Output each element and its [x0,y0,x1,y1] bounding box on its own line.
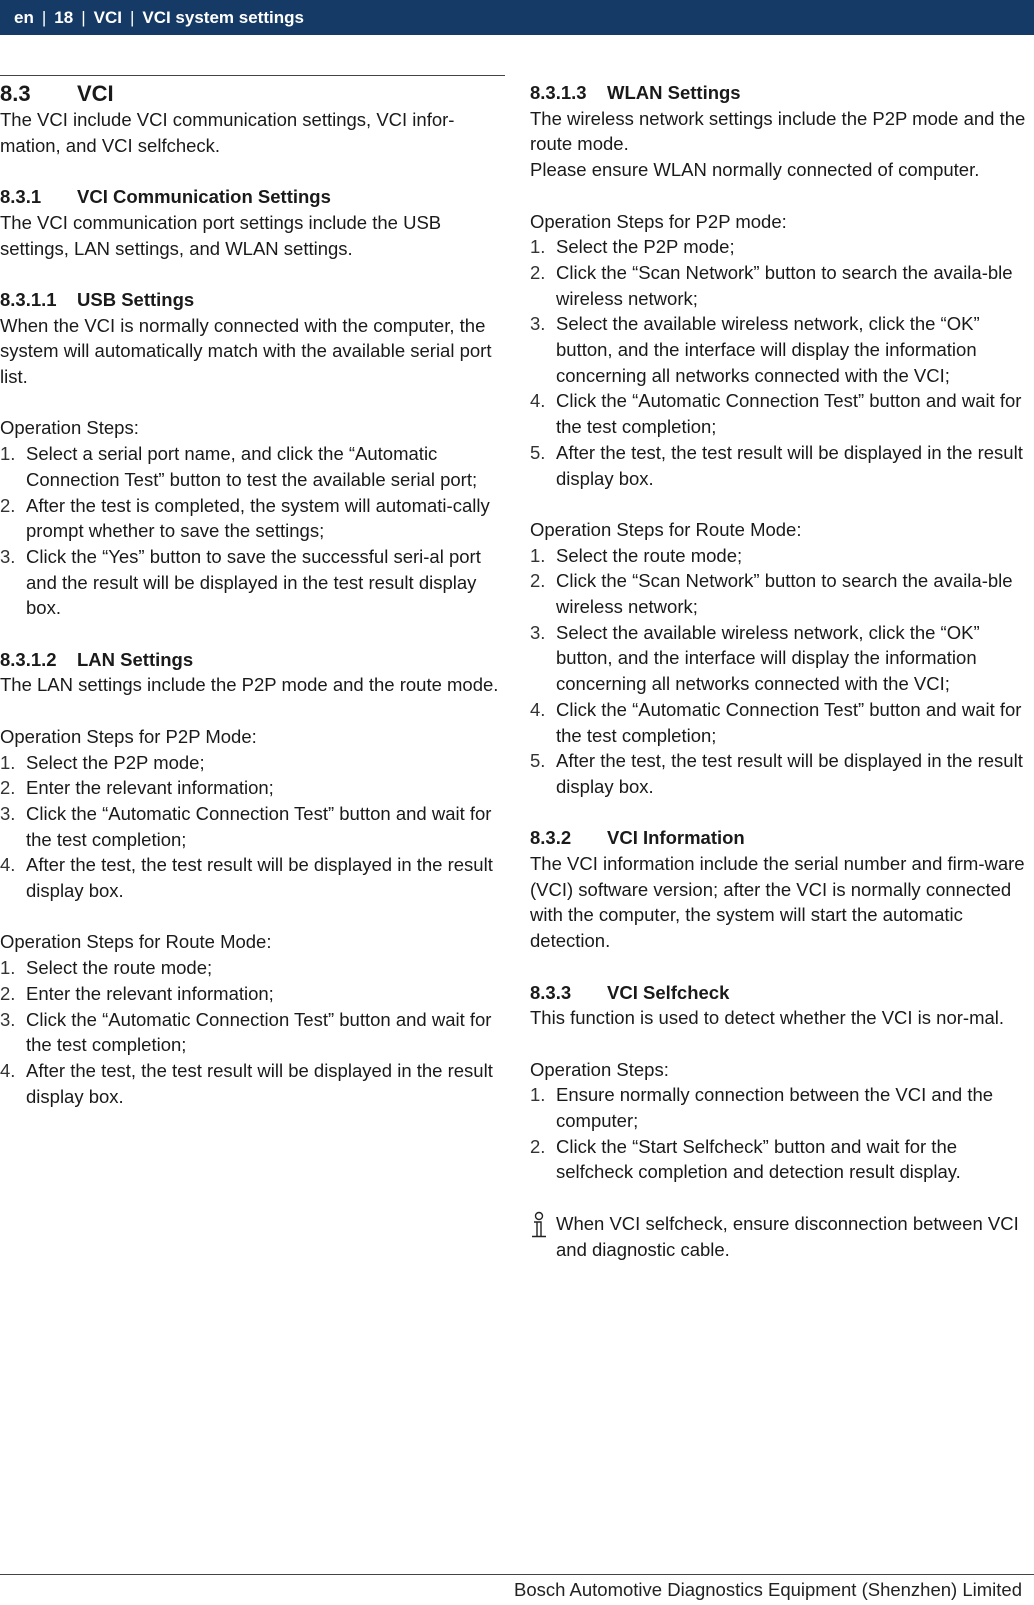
header-language: en [14,7,34,27]
section-text: The VCI information include the serial number and firm-ware (VCI) software version; after the VCI is normally connected with the computer, the system will start the automatic detection. [530,853,1025,952]
section-text: The LAN settings include the P2P mode and the route mode. [0,674,499,696]
note-text: When VCI selfcheck, ensure disconnection between VCI and diagnostic cable. [556,1212,1019,1260]
steps-label: Operation Steps: [530,1058,669,1080]
list-item: 1. Ensure normally connection between the VCI and the computer; [530,1084,994,1132]
section-text: When the VCI is normally connected with the computer, the system will automatically match with the available serial port list. [0,314,492,387]
info-icon [530,1211,556,1262]
selfcheck-steps-list [530,1082,1034,1185]
steps-label: Operation Steps: [0,417,139,439]
footer-divider [0,1574,1034,1575]
list-item: 4. After the test, the test result will be displayed in the result display box. [0,1059,493,1107]
section-heading-8-3-3: 8.3.3 VCI Selfcheck [530,981,730,1003]
steps-label: Operation Steps for Route Mode: [530,518,802,540]
right-column [530,80,1034,1262]
header-separator: | [129,7,135,27]
list-item: 2. Click the “Scan Network” button to search the availa-ble wireless network; [530,261,1013,309]
list-item: 2. Enter the relevant information; [0,777,274,799]
list-item: 3. Select the available wireless network, click the “OK” button, and the interface will display the information concerning all networks connected with the VCI; [530,621,980,695]
list-item: 5. After the test, the test result will be displayed in the result display box. [530,750,1023,797]
wlan-route-steps-list [530,543,1034,800]
header-chapter: VCI [93,7,122,27]
section-text: Please ensure WLAN normally connected of computer. [530,159,980,181]
list-item: 1. Select the route mode; [0,957,213,979]
section-heading-8-3-1-1: 8.3.1.1 USB Settings [0,288,195,310]
steps-label: Operation Steps for P2P Mode: [0,725,257,747]
list-item: 5. After the test, the test result will be displayed in the result display box. [530,441,1023,489]
list-item: 4. Click the “Automatic Connection Test” button and wait for the test completion; [530,390,1022,438]
left-column [0,75,505,1109]
page-header-bar [0,0,1034,35]
header-section: VCI system settings [142,7,304,27]
list-item: 3. Click the “Yes” button to save the successful seri-al port and the result will be displayed in the test result display box. [0,545,481,619]
info-note [530,1211,1034,1262]
header-separator: | [81,7,86,27]
list-item: 1. Select the route mode; [530,544,743,566]
section-heading-8-3-1-3: 8.3.1.3 WLAN Settings [530,82,741,103]
list-item: 4. Click the “Automatic Connection Test” button and wait for the test completion; [530,698,1022,746]
wlan-p2p-steps-list [530,234,1034,491]
lan-route-steps-list [0,955,505,1109]
list-item: 3. Select the available wireless network, click the “OK” button, and the interface will display the information concerning all networks connected with the VCI; [530,313,980,386]
list-item: 2. Click the “Start Selfcheck” button and wait for the selfcheck completion and detection result display. [530,1135,961,1183]
section-text: The VCI include VCI communication settings, VCI infor-mation, and VCI selfcheck. [0,109,455,156]
list-item: 2. After the test is completed, the system will automati-cally prompt whether to save the settings; [0,494,490,542]
usb-steps-list [0,441,505,621]
list-item: 1. Select the P2P mode; [0,751,205,773]
list-item: 2. Click the “Scan Network” button to search the availa-ble wireless network; [530,570,1013,618]
section-heading-8-3-1-2: 8.3.1.2 LAN Settings [0,648,194,670]
list-item: 3. Click the “Automatic Connection Test” button and wait for the test completion; [0,1008,492,1056]
steps-label: Operation Steps for P2P mode: [530,210,787,232]
list-item: 3. Click the “Automatic Connection Test” button and wait for the test completion; [0,802,492,850]
list-item: 4. After the test, the test result will be displayed in the result display box. [0,854,493,902]
section-text: The wireless network settings include the P2P mode and the route mode. [530,107,1026,155]
steps-label: Operation Steps for Route Mode: [0,931,272,953]
header-separator: | [41,7,47,27]
section-text: This function is used to detect whether the VCI is nor-mal. [530,1007,1005,1029]
header-page-number: 18 [54,7,74,27]
page-footer: Bosch Automotive Diagnostics Equipment (Shenzhen) Limited [514,1579,1022,1600]
list-item: 2. Enter the relevant information; [0,982,274,1004]
list-item: 1. Select a serial port name, and click the “Automatic Connection Test” button to test the available serial port; [0,443,478,490]
section-heading-8-3-2: 8.3.2 VCI Information [530,827,745,849]
section-heading-8-3-1: 8.3.1 VCI Communication Settings [0,186,331,208]
section-text: The VCI communication port settings include the USB settings, LAN settings, and WLAN settings. [0,211,442,259]
section-heading-8-3: 8.3 VCI [0,81,114,106]
list-item: 1. Select the P2P mode; [530,236,735,258]
lan-p2p-steps-list [0,750,505,904]
